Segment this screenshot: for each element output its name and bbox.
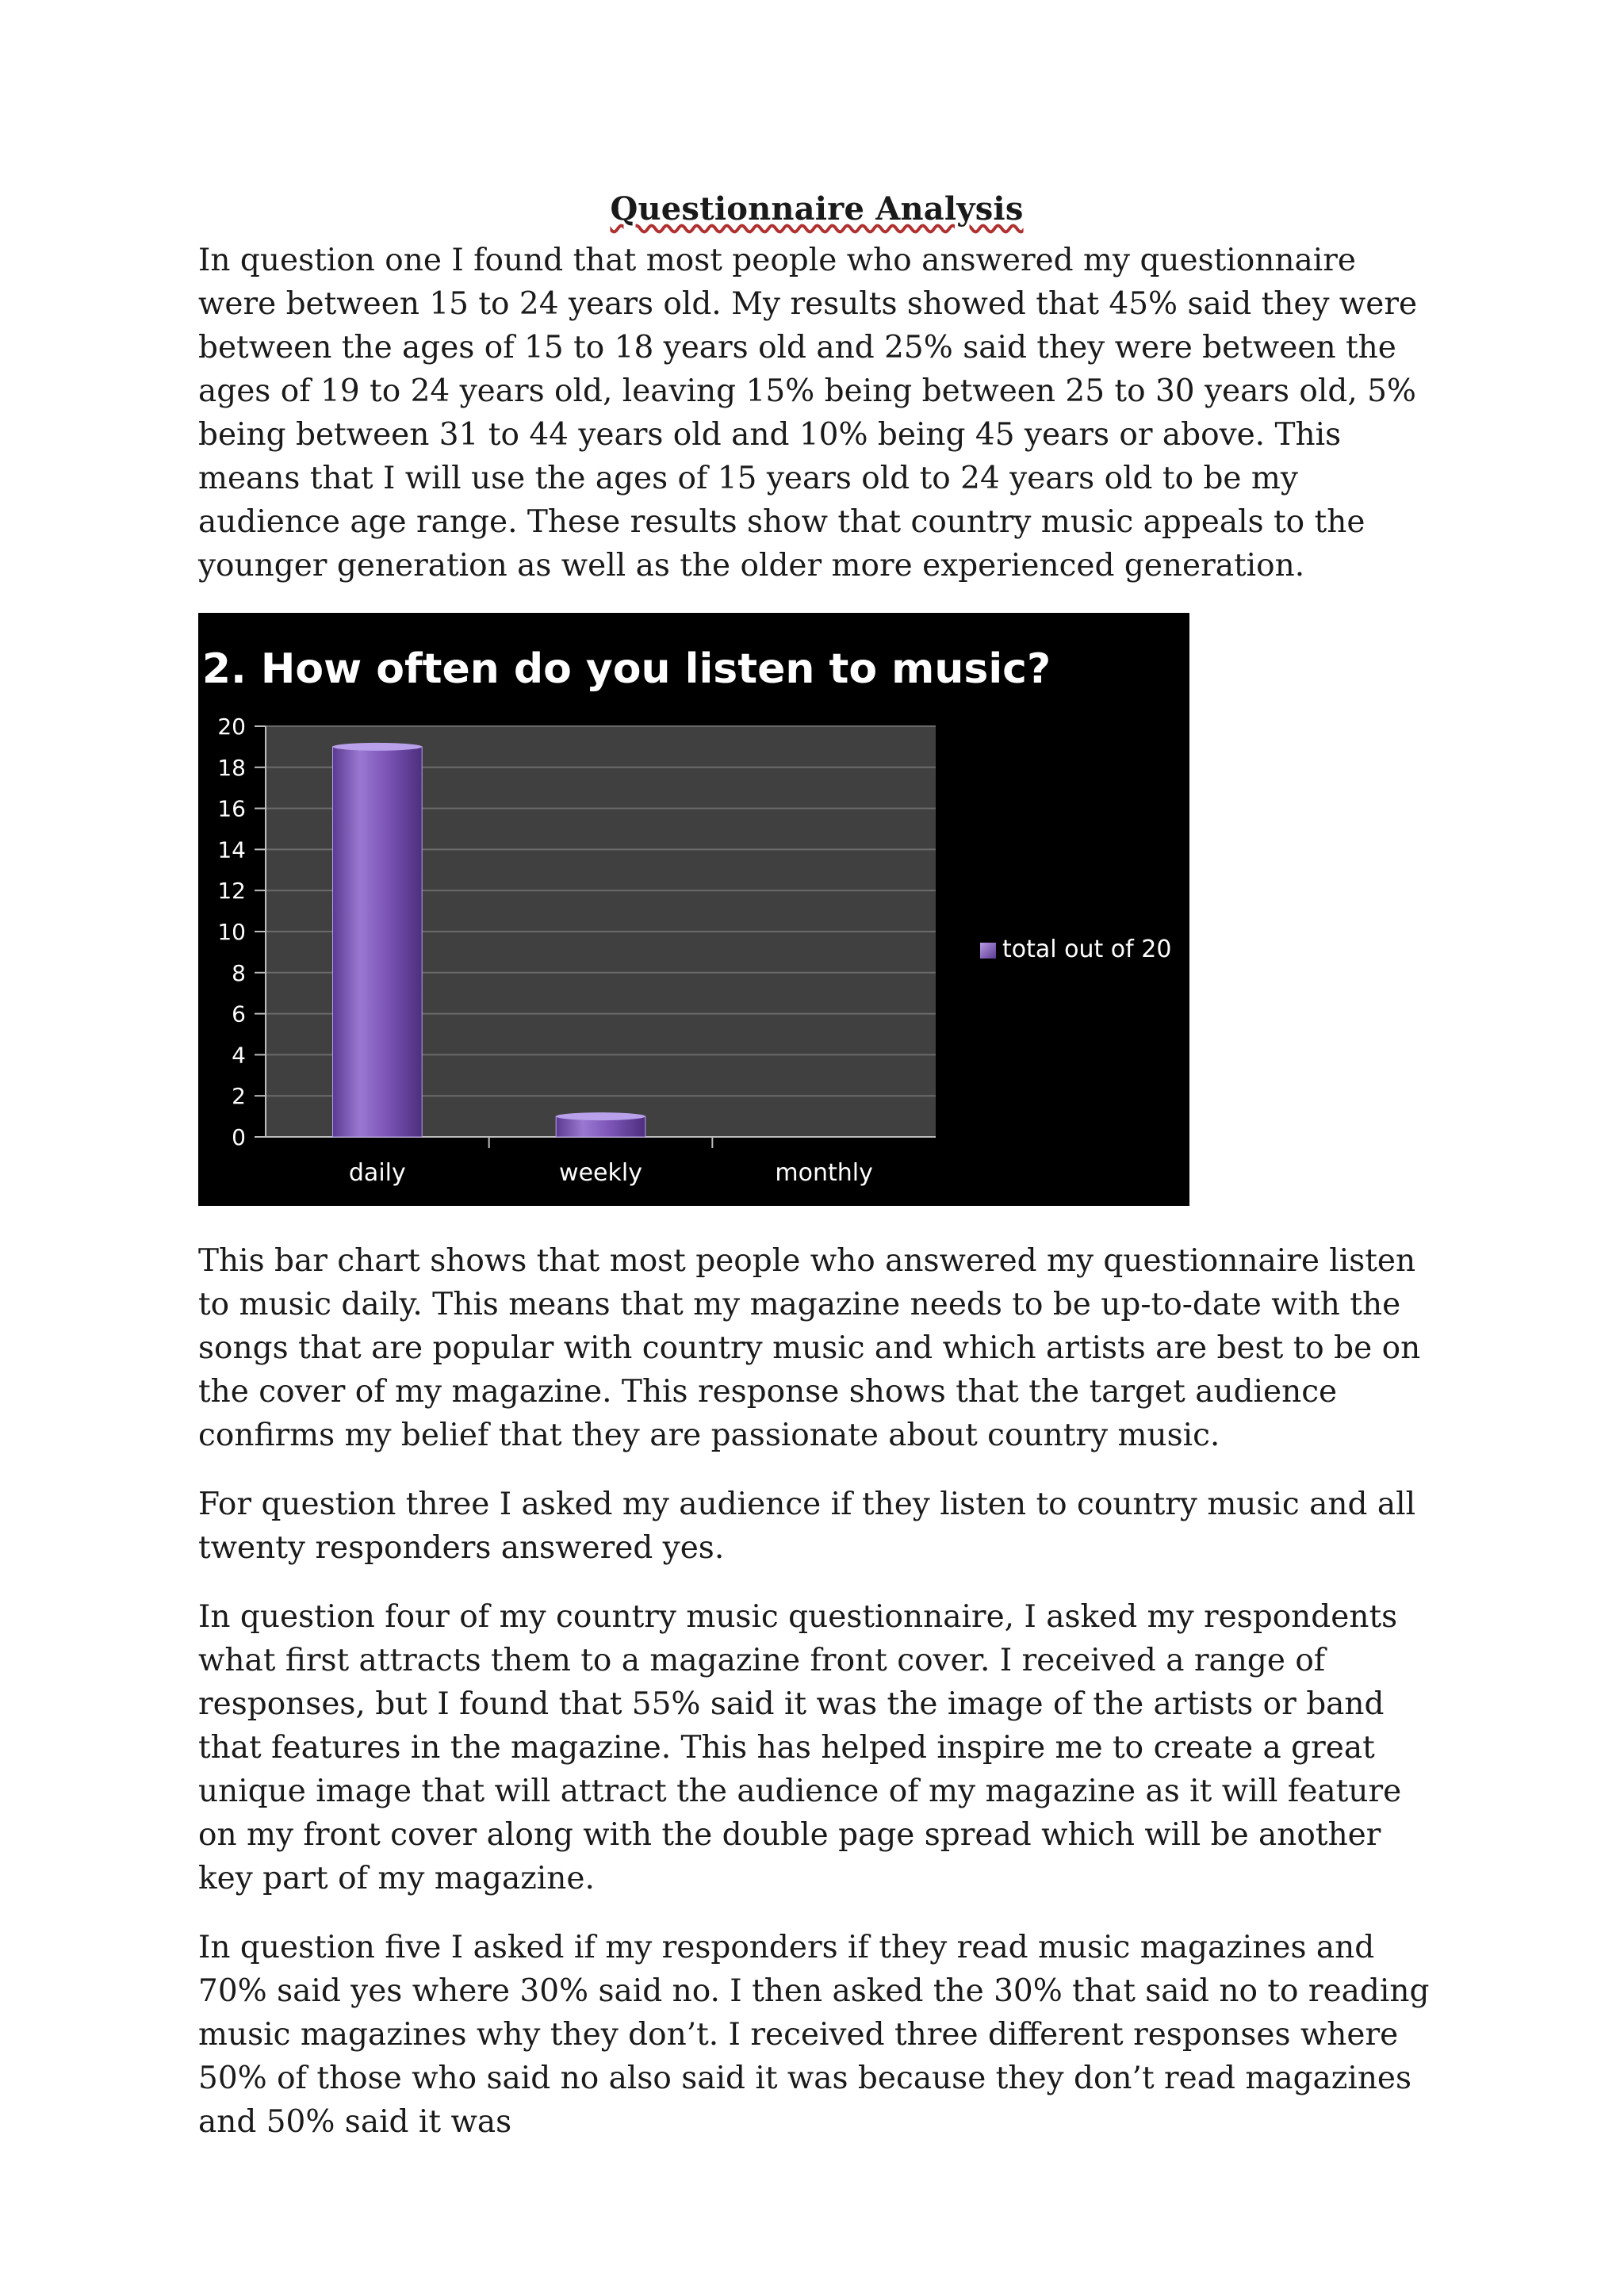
y-tick-label: 4 <box>232 1042 246 1069</box>
x-tick-label: weekly <box>559 1159 642 1187</box>
legend-label: total out of 20 <box>1002 936 1172 963</box>
y-tick-label: 12 <box>217 878 246 905</box>
y-tick-label: 6 <box>232 1001 246 1027</box>
bar-daily <box>333 747 423 1137</box>
paragraph-question-one: In question one I found that most people who answered my questionnaire were between 15 to 24 years old. My results showed that 45% said they were between the ages of 15 to 18 years old and 25% said they were between the ages of 19 to 24 years old, leaving 15% being between 25 to 30 years old, 5% being between 31 to 44 years old and 10% being 45 years or above. This means that I will use the ages of 15 years old to 24 years old to be my audience age range. These results show that country music appeals to the younger generation as well as the older more experienced generation. <box>198 243 1418 584</box>
paragraph-chart-analysis: This bar chart shows that most people who answered my questionnaire listen to music daily. This means that my magazine needs to be up-to-date with the songs that are popular with country music and which artists are best to be on the cover of my magazine. This response shows that the target audience confirms my belief that they are passionate about country music. <box>198 1243 1421 1453</box>
document-title: Questionnaire Analysis <box>610 190 1024 228</box>
paragraph-question-four: In question four of my country music questionnaire, I asked my respondents what first attracts them to a magazine front cover. I received a range of responses, but I found that 55% said it was the image of the artists or band that features in the magazine. This has helped inspire me to create a great unique image that will attract the audience of my magazine as it will feature on my front cover along with the double page spread which will be another key part of my magazine. <box>198 1599 1402 1896</box>
y-tick-label: 10 <box>217 919 246 945</box>
bar-cap-daily <box>333 743 423 751</box>
legend-swatch <box>980 943 996 959</box>
legend <box>980 936 1171 963</box>
paragraph-question-five: In question five I asked if my responders if they read music magazines and 70% said yes where 30% said no. I then asked the 30% that said no to reading music magazines why they don’t. I received three different responses where 50% of those who said no also said it was because they don’t read magazines and 50% said it was <box>198 1930 1430 2140</box>
chart-title: 2. How often do you listen to music? <box>201 645 1051 693</box>
bar-cap-weekly <box>556 1112 645 1120</box>
y-tick-label: 8 <box>232 959 246 986</box>
paragraph-question-three: For question three I asked my audience if they listen to country music and all twenty responders answered yes. <box>198 1487 1416 1566</box>
bar-chart <box>198 613 1189 1206</box>
y-tick-label: 0 <box>232 1124 246 1150</box>
y-tick-label: 20 <box>217 714 246 740</box>
y-tick-label: 16 <box>217 795 246 822</box>
document-page <box>198 190 1435 2169</box>
y-axis-tick-labels <box>217 714 246 1150</box>
chart-svg <box>198 613 1189 1206</box>
y-tick-label: 2 <box>232 1083 246 1110</box>
y-tick-label: 14 <box>217 836 246 863</box>
y-tick-label: 18 <box>217 754 246 781</box>
x-tick-label: daily <box>348 1159 406 1187</box>
x-axis-tick-labels <box>349 1159 873 1187</box>
x-tick-label: monthly <box>775 1159 873 1187</box>
